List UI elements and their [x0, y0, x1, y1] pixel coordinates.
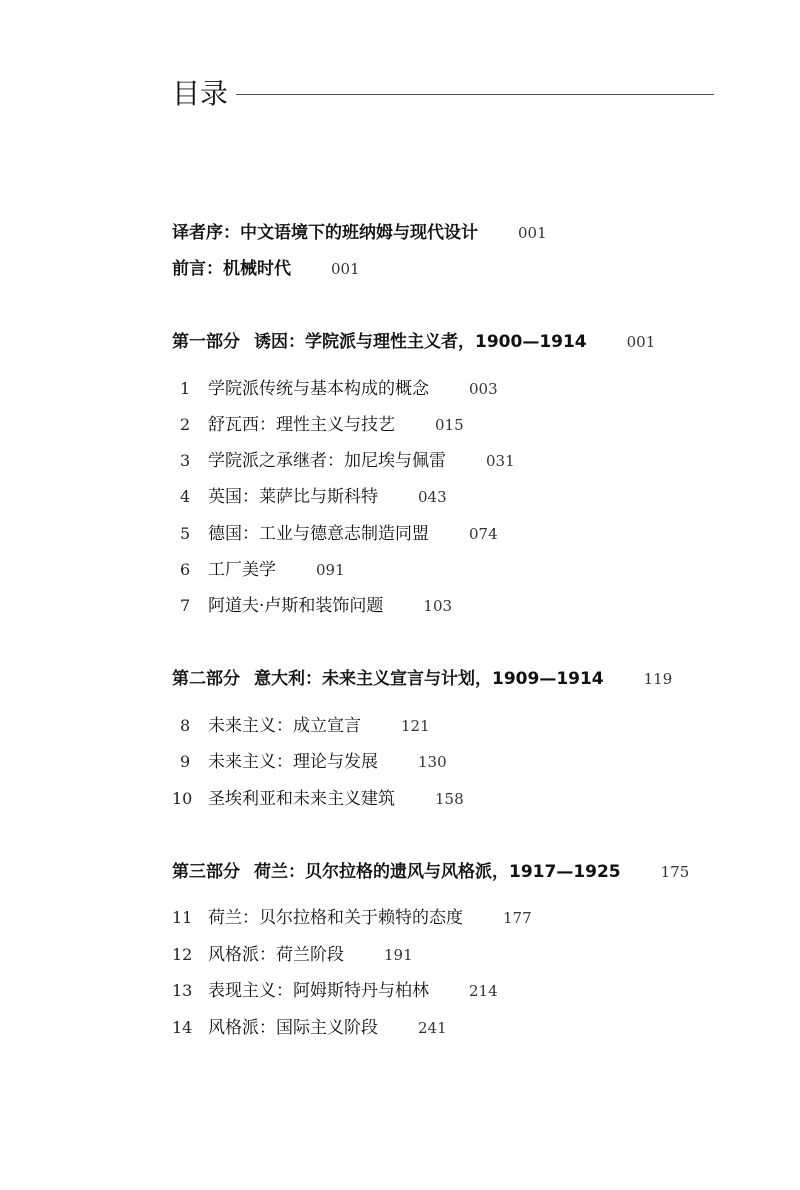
toc-entry-foreword[interactable] [172, 257, 360, 281]
toc-part-1[interactable] [172, 330, 655, 354]
toc-chapter[interactable] [172, 594, 452, 618]
part-page: 001 [626, 333, 656, 351]
part-page: 119 [643, 670, 673, 688]
chapter-page: 015 [435, 416, 464, 434]
chapter-title: 工厂美学 [208, 560, 276, 580]
toc-chapter[interactable] [172, 485, 447, 509]
chapter-page: 241 [418, 1019, 447, 1037]
chapter-number: 3 [180, 451, 191, 470]
chapter-number: 9 [180, 752, 191, 771]
chapter-title: 学院派之承继者：加尼埃与佩雷 [208, 451, 446, 471]
part-title: 荷兰：贝尔拉格的遗风与风格派，1917—1925 [254, 862, 621, 882]
chapter-page: 091 [316, 561, 345, 579]
entry-title: 前言：机械时代 [172, 259, 291, 279]
toc-chapter[interactable] [172, 750, 447, 774]
chapter-page: 003 [469, 380, 498, 398]
part-label: 第三部分 [172, 862, 240, 882]
chapter-page: 043 [418, 488, 447, 506]
chapter-number: 5 [180, 524, 191, 543]
toc-chapter[interactable] [172, 558, 345, 582]
chapter-page: 191 [384, 946, 413, 964]
entry-page: 001 [518, 224, 547, 242]
toc-entry-preface-translator[interactable] [172, 221, 547, 245]
part-label: 第二部分 [172, 669, 240, 689]
chapter-number: 2 [180, 415, 191, 434]
chapter-number: 10 [172, 789, 193, 808]
chapter-title: 荷兰：贝尔拉格和关于赖特的态度 [208, 908, 463, 928]
chapter-page: 158 [435, 790, 464, 808]
chapter-title: 风格派：国际主义阶段 [208, 1018, 378, 1038]
toc-part-3[interactable] [172, 860, 689, 884]
chapter-number: 8 [180, 716, 191, 735]
chapter-page: 074 [469, 525, 498, 543]
part-title: 意大利：未来主义宣言与计划，1909—1914 [254, 669, 604, 689]
chapter-page: 103 [423, 597, 453, 615]
chapter-title: 阿道夫·卢斯和装饰问题 [208, 596, 384, 616]
chapter-number: 1 [180, 379, 191, 398]
chapter-number: 13 [172, 981, 193, 1000]
chapter-page: 177 [503, 909, 532, 927]
toc-chapter[interactable] [172, 522, 498, 546]
toc-chapter[interactable] [172, 943, 413, 967]
toc-chapter[interactable] [172, 413, 464, 437]
chapter-title: 学院派传统与基本构成的概念 [208, 379, 429, 399]
title-rule [236, 94, 714, 95]
chapter-title: 风格派：荷兰阶段 [208, 945, 344, 965]
toc-chapter[interactable] [172, 1016, 447, 1040]
part-title: 诱因：学院派与理性主义者，1900—1914 [254, 332, 587, 352]
page-title: 目录 [172, 77, 229, 110]
chapter-number: 4 [180, 487, 191, 506]
chapter-title: 未来主义：理论与发展 [208, 752, 378, 772]
chapter-page: 214 [469, 982, 498, 1000]
toc-chapter[interactable] [172, 714, 430, 738]
toc-part-2[interactable] [172, 667, 672, 691]
toc-chapter[interactable] [172, 906, 532, 930]
entry-page: 001 [331, 260, 360, 278]
part-label: 第一部分 [172, 332, 240, 352]
chapter-number: 6 [180, 560, 191, 579]
chapter-title: 圣埃利亚和未来主义建筑 [208, 789, 395, 809]
chapter-number: 11 [172, 908, 193, 927]
chapter-page: 121 [401, 717, 430, 735]
chapter-title: 表现主义：阿姆斯特丹与柏林 [208, 981, 429, 1001]
entry-title: 译者序：中文语境下的班纳姆与现代设计 [172, 223, 478, 243]
toc-chapter[interactable] [172, 979, 498, 1003]
toc-chapter[interactable] [172, 377, 498, 401]
chapter-title: 未来主义：成立宣言 [208, 716, 361, 736]
chapter-title: 英国：莱萨比与斯科特 [208, 487, 378, 507]
part-page: 175 [660, 863, 690, 881]
chapter-number: 14 [172, 1018, 193, 1037]
chapter-number: 7 [180, 596, 191, 615]
chapter-title: 德国：工业与德意志制造同盟 [208, 524, 429, 544]
toc-chapter[interactable] [172, 449, 515, 473]
chapter-page: 130 [418, 753, 447, 771]
toc-chapter[interactable] [172, 787, 464, 811]
toc-header [172, 74, 714, 114]
chapter-page: 031 [486, 452, 515, 470]
chapter-number: 12 [172, 945, 193, 964]
chapter-title: 舒瓦西：理性主义与技艺 [208, 415, 395, 435]
